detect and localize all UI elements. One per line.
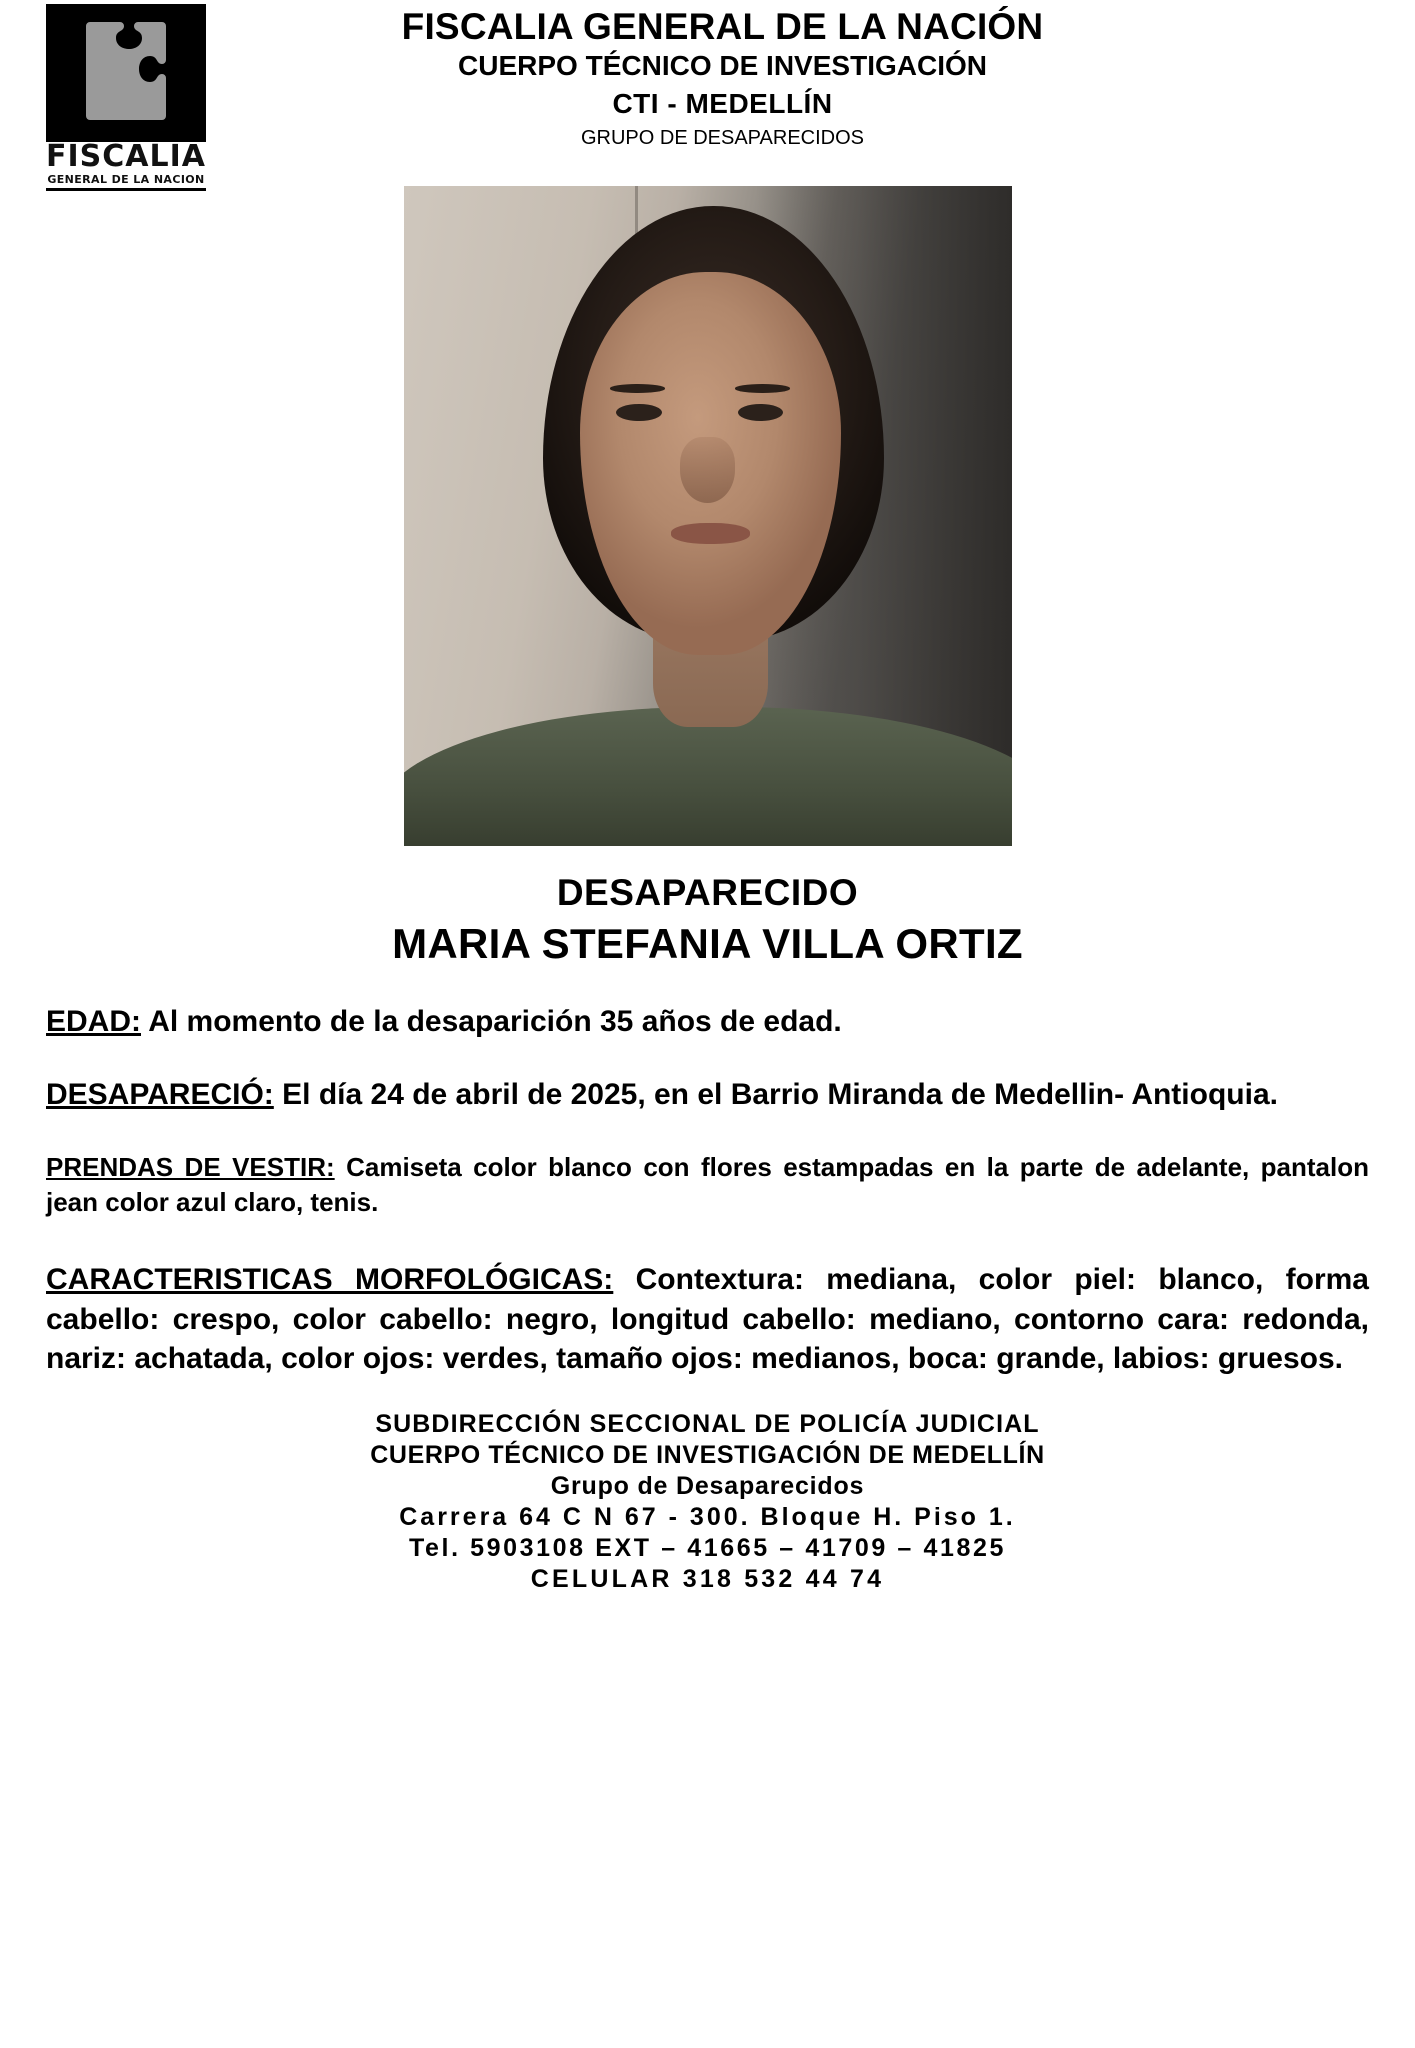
fiscalia-logo bbox=[46, 4, 238, 186]
field-edad-value: Al momento de la desaparición 35 años de edad. bbox=[141, 1005, 842, 1038]
subject-name: MARIA STEFANIA VILLA ORTIZ bbox=[392, 920, 1023, 967]
field-morfologicas-label: CARACTERISTICAS MORFOLÓGICAS: bbox=[46, 1263, 614, 1297]
org-office: CTI - MEDELLÍN bbox=[612, 88, 833, 120]
photo-eyebrow-right bbox=[735, 384, 790, 393]
field-desaparecio-value: El día 24 de abril de 2025, en el Barrio Miranda de Medellin- Antioquia. bbox=[273, 1078, 1278, 1111]
header-titles bbox=[46, 0, 1369, 150]
logo-word-sub: GENERAL DE LA NACION bbox=[46, 174, 206, 191]
puzzle-piece-icon bbox=[72, 14, 180, 142]
logo-word-main: FISCALIA bbox=[46, 139, 206, 174]
field-prendas-label: PRENDAS DE VESTIR: bbox=[46, 1152, 335, 1182]
field-prendas bbox=[46, 1150, 1369, 1220]
footer-phone: Tel. 5903108 EXT – 41665 – 41709 – 41825 bbox=[409, 1533, 1006, 1562]
photo-eye-right bbox=[738, 404, 784, 421]
photo-nose bbox=[680, 437, 735, 503]
footer-address: Carrera 64 C N 67 - 300. Bloque H. Piso 1. bbox=[399, 1502, 1016, 1531]
logo-emblem bbox=[46, 4, 206, 186]
footer-mobile: CELULAR 318 532 44 74 bbox=[530, 1564, 885, 1593]
document-footer bbox=[46, 1409, 1369, 1595]
field-morfologicas bbox=[46, 1260, 1369, 1379]
footer-line-1: SUBDIRECCIÓN SECCIONAL DE POLICÍA JUDICIAL bbox=[375, 1409, 1040, 1438]
org-subtitle: CUERPO TÉCNICO DE INVESTIGACIÓN bbox=[458, 50, 987, 82]
photo-mouth bbox=[671, 523, 750, 544]
org-group: GRUPO DE DESAPARECIDOS bbox=[580, 126, 865, 149]
photo-container bbox=[46, 186, 1369, 846]
field-edad-label: EDAD: bbox=[46, 1005, 141, 1038]
status-heading: DESAPARECIDO bbox=[556, 872, 859, 913]
field-morfologicas-value: Contextura: mediana, color piel: blanco, forma cabello: crespo, color cabello: negro, longitud cabello: mediano, contorno cara: redonda, nariz: achatada, color ojos: verdes, tamaño ojos: medianos, boca: grande, labios: gruesos. bbox=[46, 1263, 1369, 1376]
field-desaparecio-label: DESAPARECIÓ: bbox=[46, 1078, 274, 1111]
logo-wordmark bbox=[46, 139, 206, 191]
photo-eye-left bbox=[616, 404, 662, 421]
photo-eyebrow-left bbox=[610, 384, 665, 393]
footer-line-3: Grupo de Desaparecidos bbox=[550, 1471, 865, 1500]
subject-photo bbox=[404, 186, 1012, 846]
document-header bbox=[46, 0, 1369, 186]
field-edad bbox=[46, 1002, 1369, 1041]
field-desaparecio bbox=[46, 1075, 1369, 1114]
org-title: FISCALIA GENERAL DE LA NACIÓN bbox=[401, 6, 1044, 47]
field-prendas-value: Camiseta color blanco con flores estampadas en la parte de adelante, pantalon jean color azul claro, tenis. bbox=[46, 1152, 1370, 1218]
footer-line-2: CUERPO TÉCNICO DE INVESTIGACIÓN DE MEDELLÍN bbox=[370, 1440, 1045, 1469]
